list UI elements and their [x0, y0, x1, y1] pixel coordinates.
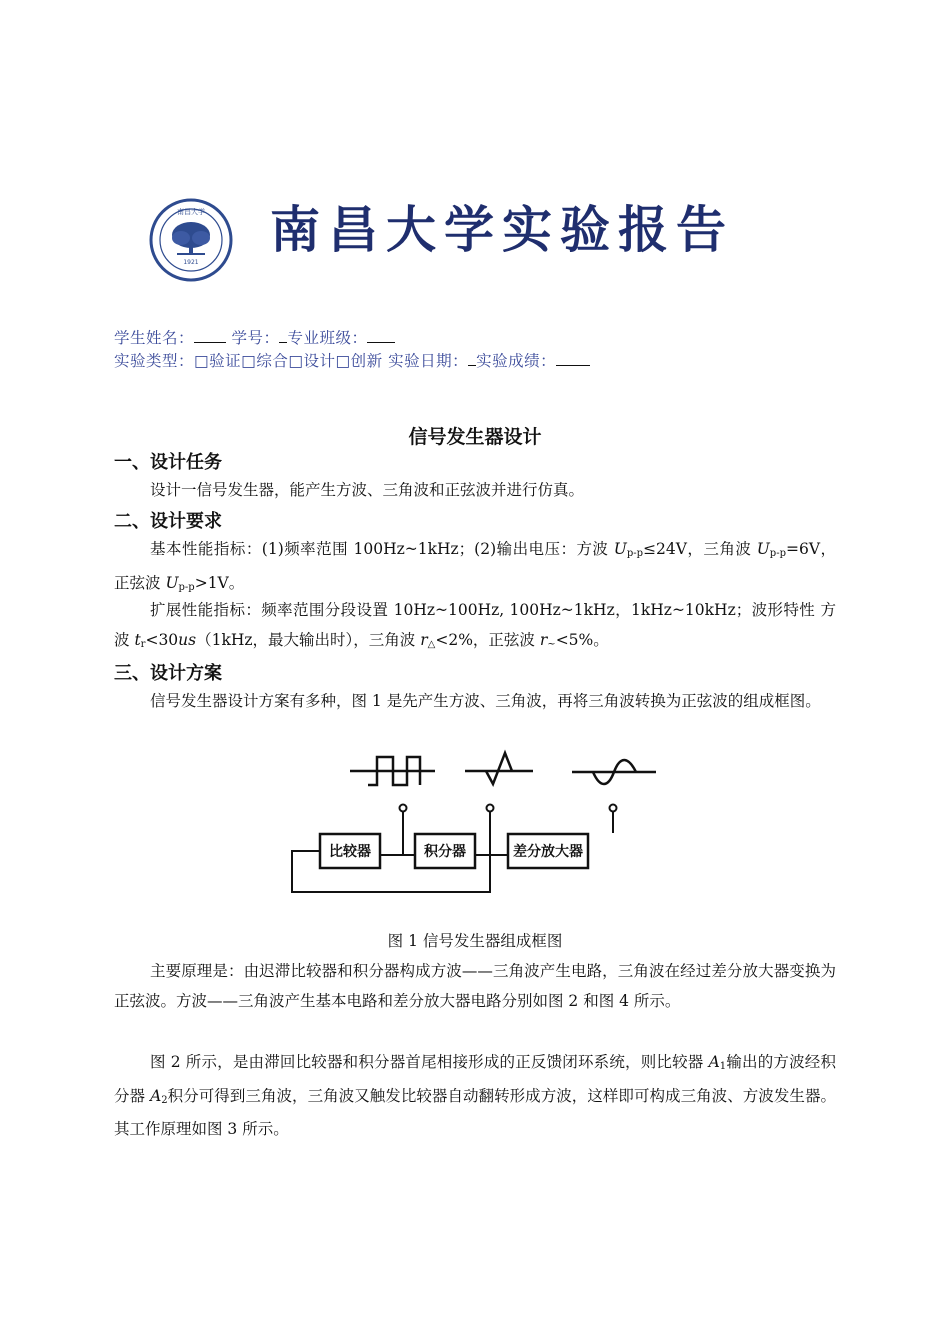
plan-intro: 信号发生器设计方案有多种，图 1 是先产生方波、三角波，再将三角波转换为正弦波的组成框图。: [150, 692, 821, 710]
symbol-a: A: [708, 1053, 720, 1071]
symbol-u: U: [165, 573, 179, 592]
student-info-line: [114, 326, 395, 348]
option-verify: □验证: [194, 352, 242, 370]
symbol-r: r: [420, 630, 428, 649]
text-run: <2%，正弦波: [435, 630, 540, 649]
text-run: 基本性能指标：(1)频率范围 100Hz~1kHz；(2)输出电压：方波: [150, 540, 614, 558]
symbol-u: U: [613, 540, 627, 558]
experiment-type-label: 实验类型：: [114, 352, 195, 370]
principle-paragraph: 主要原理是：由迟滞比较器和积分器构成方波——三角波产生电路，三角波在经过差分放大器变换为正弦波。方波——三角波产生基本电路和差分放大器电路分别如图 2 和图 4 所示。: [114, 962, 836, 1010]
symbol-t: t: [134, 630, 141, 649]
triangle-wave-icon: [465, 753, 533, 784]
date-blank: [468, 351, 476, 366]
experiment-date-label: 实验日期：: [388, 352, 469, 370]
text-run: 积分可得到三角波，三角波又触发比较器自动翻转形成方波，这样即可构成三角波、方波发生器。其工作原理如图 3 所示。: [114, 1086, 836, 1138]
subscript: p-p: [178, 581, 195, 593]
block-diagram: [290, 748, 660, 898]
square-wave-icon: [350, 757, 435, 785]
requirements-basic: [114, 535, 836, 602]
integrator-block: 积分器: [424, 844, 466, 860]
comparator-block: 比较器: [329, 844, 371, 860]
document-title: 信号发生器设计: [408, 426, 542, 448]
class-label: 专业班级：: [287, 329, 368, 347]
grade-blank: [556, 351, 590, 366]
figure2-paragraph: [114, 1048, 836, 1145]
text-run: 输出的方波经积分器: [114, 1053, 836, 1105]
diff-amplifier-block: 差分放大器: [513, 844, 583, 860]
section-heading-task: 一、设计任务: [114, 452, 222, 473]
text-run: =6V，正弦波: [114, 540, 836, 592]
symbol-u: U: [756, 540, 770, 558]
option-comprehensive: □综合: [241, 352, 289, 370]
text-run: 扩展性能指标：频率范围分段设置 10Hz~100Hz, 100Hz~1kHz，1kHz~10kHz；波形特性 方波: [114, 601, 836, 649]
text-run: （1kHz，最大输出时），三角波: [196, 630, 421, 649]
logo-year: 1921: [183, 259, 199, 266]
report-title: 南昌大学实验报告: [270, 200, 734, 259]
option-design: □设计: [288, 352, 336, 370]
student-id-label: 学号：: [231, 329, 280, 347]
student-name-label: 学生姓名：: [114, 329, 195, 347]
symbol-a: A: [150, 1086, 162, 1105]
subscript: p-p: [769, 548, 786, 559]
subscript: 1: [719, 1061, 727, 1072]
text-run: <30: [145, 630, 179, 649]
text-run: 图 2 所示，是由滞回比较器和积分器首尾相接形成的正反馈闭环系统，则比较器: [150, 1053, 709, 1071]
figure-caption: 图 1 信号发生器组成框图: [387, 932, 563, 950]
sine-wave-icon: [572, 760, 656, 784]
text-run: >1V。: [194, 573, 245, 592]
symbol-r: r: [539, 630, 548, 649]
subscript: r: [140, 638, 146, 650]
text-run: ≤24V，三角波: [643, 540, 757, 558]
section-task-text: 设计一信号发生器，能产生方波、三角波和正弦波并进行仿真。: [150, 481, 585, 499]
unit-us: us: [178, 630, 197, 649]
subscript: △: [427, 638, 436, 650]
section-heading-plan: 三、设计方案: [114, 663, 222, 684]
experiment-info-line: [114, 349, 590, 371]
student-name-blank: [194, 328, 226, 343]
subscript: p-p: [626, 548, 644, 559]
logo-top-text: 南昌大学: [177, 208, 205, 216]
section-heading-requirements: 二、设计要求: [114, 511, 222, 532]
text-run: <5%。: [555, 630, 609, 649]
university-logo: [149, 198, 233, 282]
requirements-extended: [114, 596, 836, 659]
grade-label: 实验成绩：: [476, 352, 557, 370]
class-blank: [367, 328, 395, 343]
subscript: 2: [161, 1094, 168, 1106]
subscript: ~: [547, 638, 556, 650]
option-innovate: □创新: [335, 352, 383, 370]
